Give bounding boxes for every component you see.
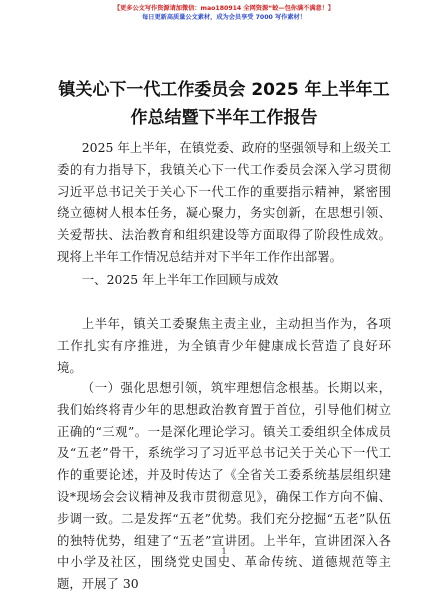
promo-banner-line-2: 每日更新高质量公文素材，成为会员享受 7000 写作素材！ [142, 14, 306, 21]
intro-paragraph: 2025 年上半年，在镇党委、政府的坚强领导和上级关工委的有力指导下，我镇关心下一代工作委员会深入学习贯彻习近平总书记关于关心下一代工作的重要指示精神，紧密围绕立德树人根本任务，凝心聚力，务实创新，在思想引领、关爱帮扶、法治教育和组织建设等方面取得了阶段性成效。现将上半年工作情况总结并对下半年工作作出部署。 [57, 140, 391, 264]
section-heading-1: 一、2025 年上半年工作回顾与成效 [81, 272, 279, 287]
document-title: 镇关心下一代工作委员会 2025 年上半年工作总结暨下半年工作报告 [58, 80, 390, 128]
overview-paragraph: 上半年，镇关工委聚焦主责主业，主动担当作为，各项工作扎实有序推进，为全镇青少年健康成长营造了良好环境。 [57, 316, 391, 375]
page-number: 1 [221, 547, 227, 556]
promo-banner [0, 4, 448, 22]
item-1-paragraph: （一）强化思想引领，筑牢理想信念根基。长期以来，我们始终将青少年的思想政治教育置于首位，引导他们树立正确的“三观”。一是深化理论学习。镇关工委组织全体成员及“五老”骨干，系统学习了习近平总书记关于关心下一代工作的重要论述，并及时传达了《全省关工委系统基层组织建设*现场会会议精神及我市贯彻意见》，确保工作方向不偏、步调一致。二是发挥“五老”优势。我们充分挖掘“五老”队伍的独特优势，组建了“五老”宣讲团。上半年，宣讲团深入各中小学及社区，围绕党史国史、革命传统、道德规范等主题，开展了 30 [57, 380, 391, 592]
promo-banner-line-1: 【更多公文写作资源请加微信：mao180914 全网资源“蛟—包你满不满意！】 [113, 5, 335, 12]
